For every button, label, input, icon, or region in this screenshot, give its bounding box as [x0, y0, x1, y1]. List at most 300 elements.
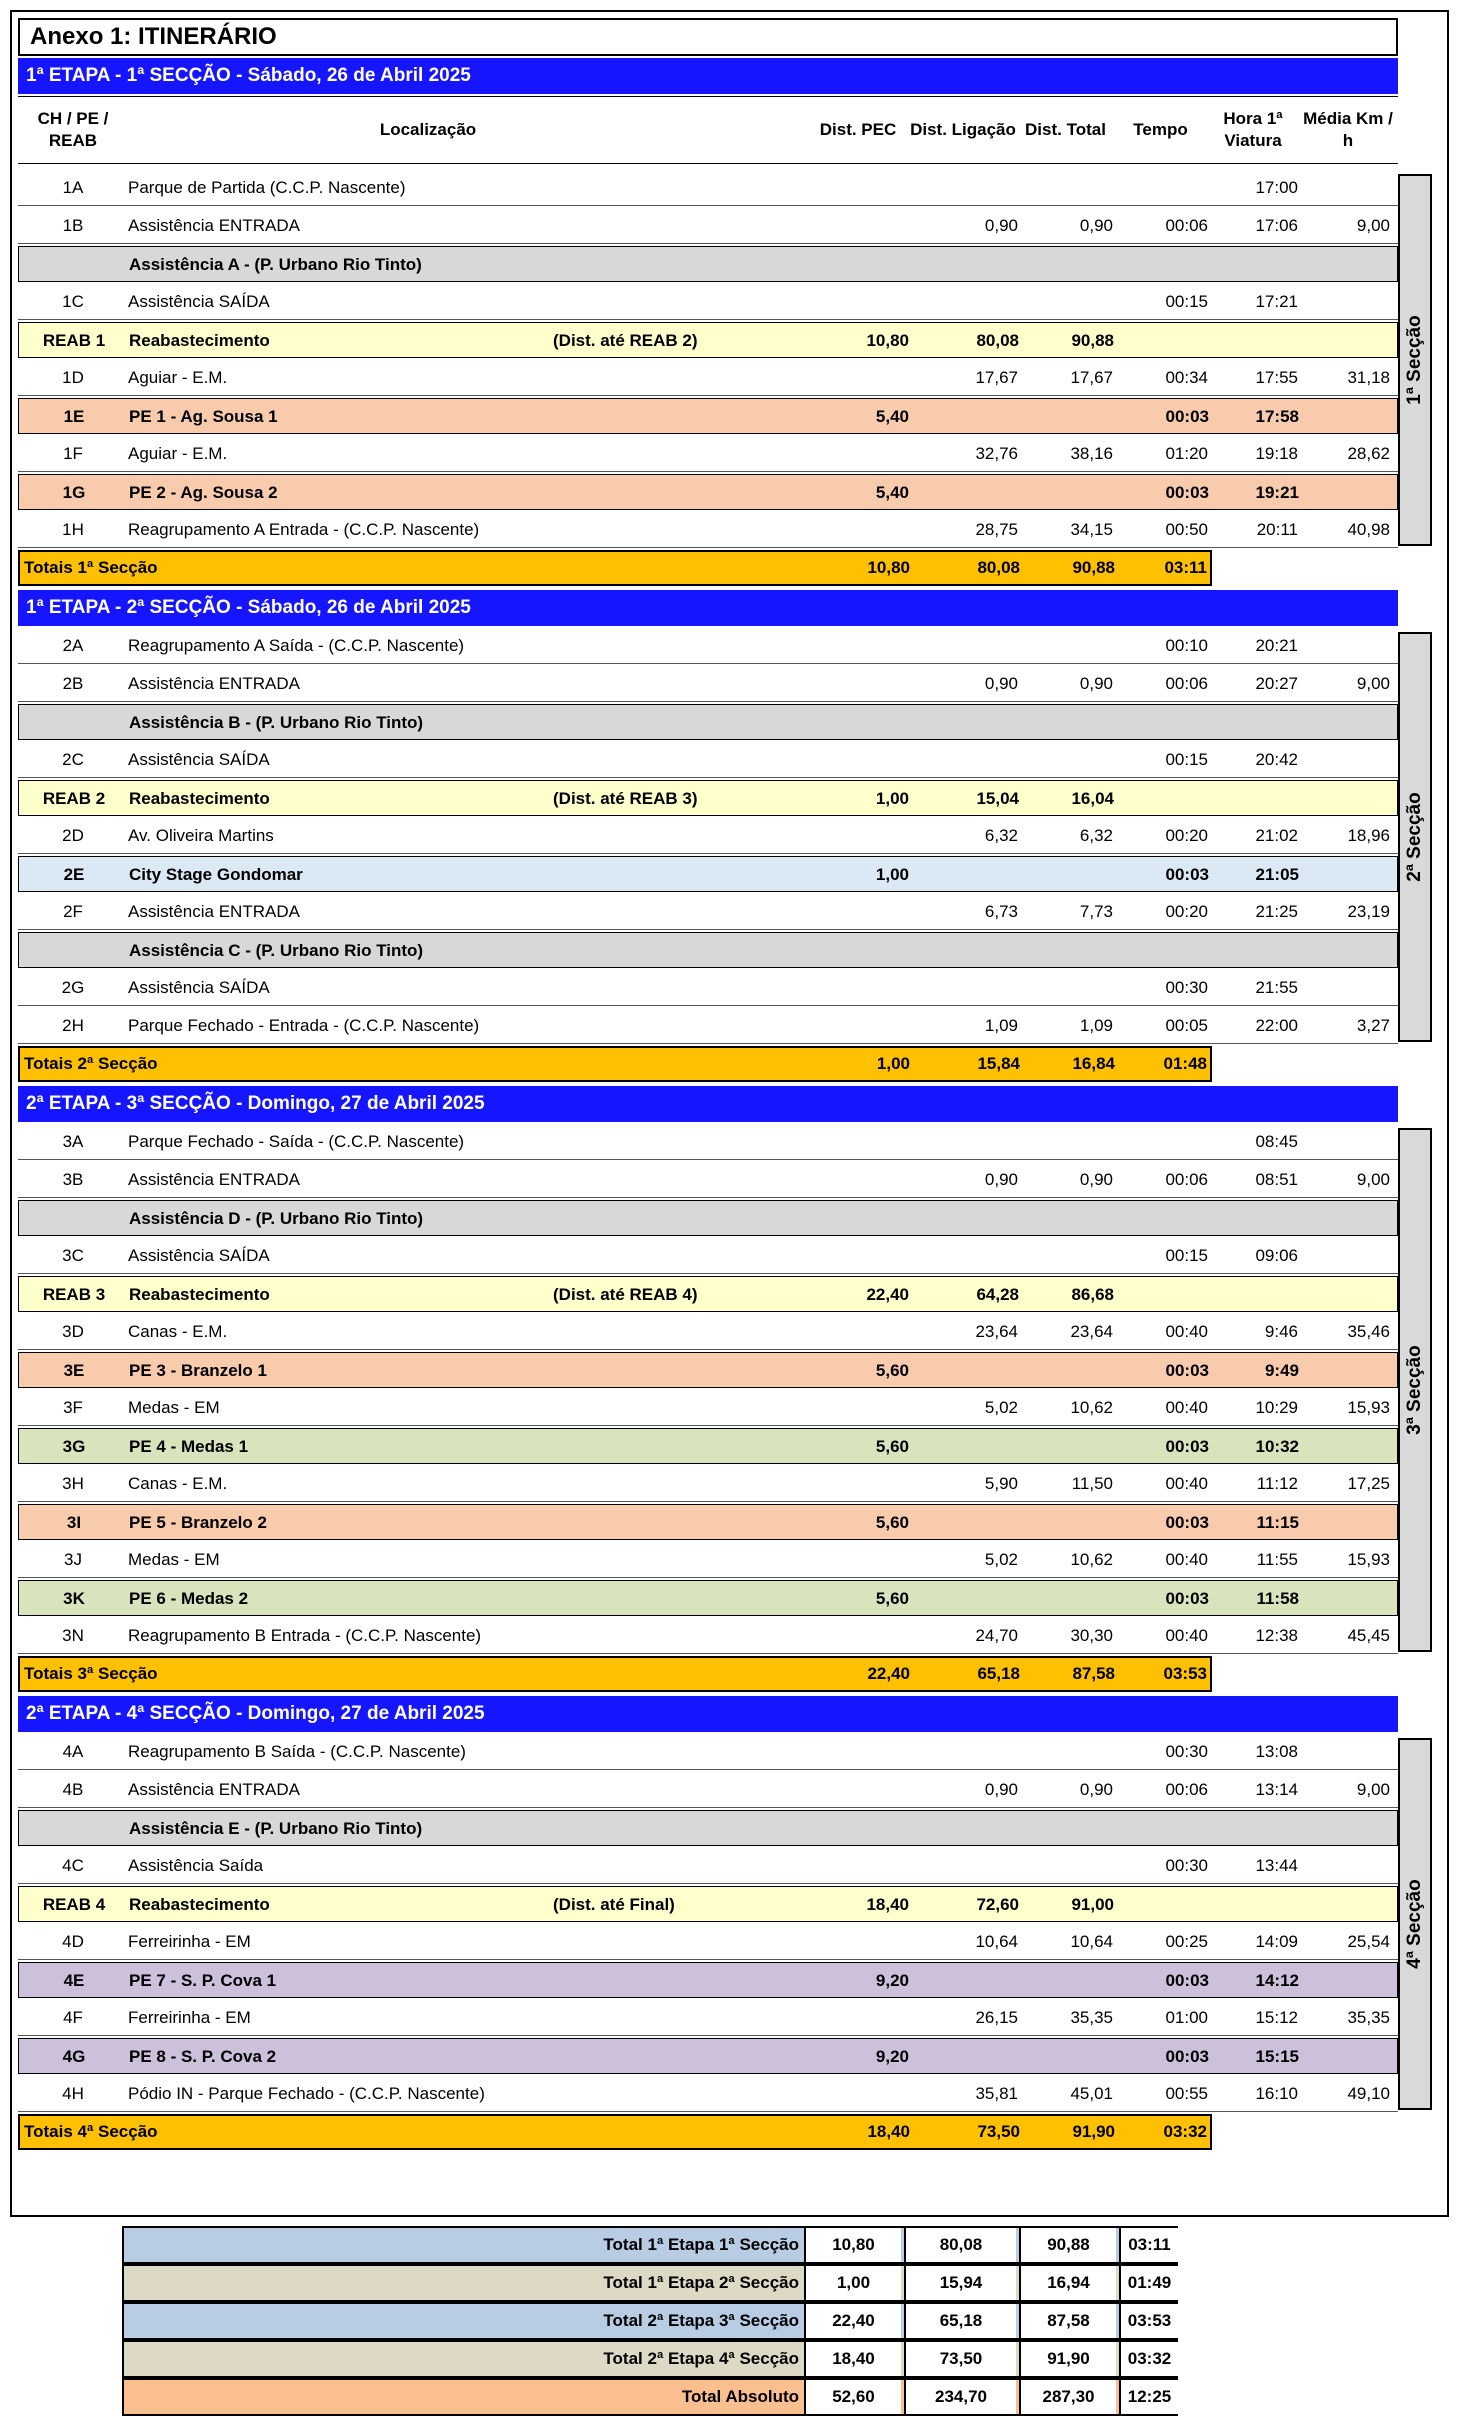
cell-tmp: 00:03 [1165, 407, 1209, 426]
cell-media: 35,46 [1347, 1322, 1390, 1341]
cell-tot: 0,90 [1079, 674, 1113, 693]
cell-loc: Assistência E - (P. Urbano Rio Tinto) [129, 1819, 423, 1838]
cell-ch: 4D [62, 1932, 84, 1951]
totals-tot: 87,58 [1072, 1664, 1115, 1683]
cell-ch: REAB 2 [42, 789, 106, 808]
cell-loc: Aguiar - E.M. [128, 368, 228, 387]
totals-lig: 73,50 [977, 2122, 1020, 2141]
cell-hora: 13:08 [1255, 1742, 1298, 1761]
totals-tmp: 03:11 [1164, 558, 1207, 577]
cell-tot: 0,90 [1079, 1780, 1113, 1799]
table-row [18, 284, 1398, 320]
summary-row [122, 2340, 1178, 2378]
cell-loc: Assistência C - (P. Urbano Rio Tinto) [129, 941, 424, 960]
summary-tmp: 03:32 [1119, 2342, 1178, 2376]
cell-media: 23,19 [1347, 902, 1390, 921]
cell-tot: 35,35 [1070, 2008, 1113, 2027]
cell-loc: Assistência ENTRADA [128, 1170, 300, 1189]
cell-hora: 15:15 [1255, 2047, 1299, 2066]
cell-hora: 17:21 [1255, 292, 1298, 311]
summary-lig: 234,70 [904, 2380, 1016, 2414]
cell-media: 9,00 [1356, 216, 1390, 235]
cell-media: 9,00 [1356, 674, 1390, 693]
cell-tmp: 00:03 [1165, 1361, 1209, 1380]
section-side-text: 4ª Secção [1404, 1879, 1425, 1969]
cell-ch: 3K [63, 1589, 85, 1608]
header-loc: Localização [379, 120, 477, 139]
section-band: 2ª ETAPA - 3ª SECÇÃO - Domingo, 27 de Abril 2025 [18, 1086, 1398, 1122]
cell-loc: PE 7 - S. P. Cova 1 [129, 1971, 277, 1990]
cell-lig: 6,73 [984, 902, 1018, 921]
cell-media: 18,96 [1347, 826, 1390, 845]
cell-media: 9,00 [1356, 1170, 1390, 1189]
table-row [18, 398, 1398, 434]
cell-ch: 3I [66, 1513, 82, 1532]
cell-loc: PE 6 - Medas 2 [129, 1589, 249, 1608]
cell-tmp: 00:40 [1165, 1398, 1208, 1417]
cell-tot: 91,00 [1071, 1895, 1114, 1914]
section-side-label [1398, 1128, 1432, 1652]
cell-ch: 2G [61, 978, 85, 997]
cell-media: 15,93 [1347, 1550, 1390, 1569]
cell-note: (Dist. até REAB 4) [553, 1285, 698, 1304]
summary-lig: 80,08 [904, 2228, 1016, 2262]
summary-tmp: 12:25 [1119, 2380, 1178, 2414]
cell-media: 25,54 [1347, 1932, 1390, 1951]
cell-ch: 4G [62, 2047, 86, 2066]
summary-pec: 22,40 [804, 2304, 901, 2338]
totals-tmp: 03:32 [1163, 2122, 1207, 2141]
cell-tot: 10,62 [1070, 1550, 1113, 1569]
table-row [18, 932, 1398, 968]
summary-label: Total Absoluto [681, 2387, 799, 2406]
cell-loc: Medas - EM [128, 1398, 220, 1417]
table-row [18, 1428, 1398, 1464]
cell-ch: 3C [62, 1246, 84, 1265]
cell-media: 40,98 [1347, 520, 1390, 539]
summary-tot: 90,88 [1019, 2228, 1116, 2262]
table-row [18, 704, 1398, 740]
table-row [18, 1352, 1398, 1388]
cell-tmp: 00:50 [1165, 520, 1208, 539]
cell-pec: 1,00 [875, 789, 909, 808]
cell-note: (Dist. até REAB 2) [553, 331, 698, 350]
section-totals [18, 1046, 1212, 1082]
cell-hora: 20:11 [1256, 520, 1298, 539]
header-ch: CH / PE / REAB [37, 109, 109, 150]
cell-tmp: 00:03 [1165, 1513, 1209, 1532]
cell-tmp: 00:20 [1165, 902, 1208, 921]
cell-loc: Assistência ENTRADA [128, 902, 300, 921]
cell-hora: 17:06 [1255, 216, 1298, 235]
cell-loc: PE 1 - Ag. Sousa 1 [129, 407, 278, 426]
table-row [18, 1008, 1398, 1044]
cell-lig: 64,28 [976, 1285, 1019, 1304]
cell-lig: 0,90 [984, 216, 1018, 235]
table-row [18, 1466, 1398, 1502]
cell-ch: 1D [62, 368, 84, 387]
cell-ch: 1B [62, 216, 84, 235]
cell-ch: 2C [62, 750, 84, 769]
table-row [18, 360, 1398, 396]
cell-tot: 0,90 [1079, 216, 1113, 235]
cell-tmp: 00:30 [1165, 978, 1208, 997]
cell-tot: 30,30 [1070, 1626, 1113, 1645]
summary-lig: 15,94 [904, 2266, 1016, 2300]
section-totals [18, 1656, 1212, 1692]
header-lig: Dist. Ligação [910, 120, 1016, 139]
cell-ch: 3N [62, 1626, 84, 1645]
cell-lig: 0,90 [984, 674, 1018, 693]
cell-ch: 4C [62, 1856, 84, 1875]
cell-ch: 1F [63, 444, 83, 463]
cell-loc: Assistência D - (P. Urbano Rio Tinto) [129, 1209, 424, 1228]
cell-pec: 5,60 [875, 1437, 909, 1456]
cell-hora: 20:42 [1255, 750, 1298, 769]
cell-tot: 34,15 [1070, 520, 1113, 539]
table-row [18, 1238, 1398, 1274]
table-row [18, 170, 1398, 206]
totals-label: Totais 4ª Secção [24, 2122, 158, 2141]
cell-tmp: 00:03 [1165, 865, 1209, 884]
cell-tot: 45,01 [1070, 2084, 1113, 2103]
cell-hora: 11:55 [1256, 1550, 1298, 1569]
cell-loc: PE 3 - Branzelo 1 [129, 1361, 267, 1380]
summary-pec: 10,80 [804, 2228, 901, 2262]
totals-pec: 22,40 [867, 1664, 910, 1683]
cell-media: 3,27 [1356, 1016, 1390, 1035]
cell-loc: Assistência ENTRADA [128, 674, 300, 693]
cell-hora: 14:12 [1255, 1971, 1299, 1990]
cell-media: 31,18 [1347, 368, 1390, 387]
cell-tmp: 00:05 [1165, 1016, 1208, 1035]
cell-tmp: 00:03 [1165, 1437, 1209, 1456]
cell-tot: 16,04 [1071, 789, 1114, 808]
column-header [18, 96, 1398, 164]
cell-loc: Medas - EM [128, 1550, 220, 1569]
table-row [18, 1276, 1398, 1312]
summary-lig: 65,18 [904, 2304, 1016, 2338]
cell-hora: 21:55 [1255, 978, 1298, 997]
totals-lig: 65,18 [977, 1664, 1020, 1683]
cell-tmp: 00:03 [1165, 1589, 1209, 1608]
cell-lig: 35,81 [975, 2084, 1018, 2103]
summary-row [122, 2264, 1178, 2302]
cell-hora: 13:14 [1255, 1780, 1298, 1799]
cell-tmp: 00:06 [1165, 216, 1208, 235]
cell-tmp: 00:15 [1165, 292, 1208, 311]
cell-hora: 10:29 [1255, 1398, 1298, 1417]
cell-loc: Parque de Partida (C.C.P. Nascente) [128, 178, 406, 197]
header-tmp: Tempo [1133, 120, 1188, 139]
totals-tmp: 03:53 [1163, 1664, 1207, 1683]
summary-label: Total 2ª Etapa 3ª Secção [603, 2311, 799, 2330]
cell-loc: Assistência B - (P. Urbano Rio Tinto) [129, 713, 424, 732]
cell-tot: 1,09 [1079, 1016, 1113, 1035]
cell-lig: 72,60 [976, 1895, 1019, 1914]
table-row [18, 856, 1398, 892]
section-side-text: 2ª Secção [1404, 792, 1425, 882]
cell-hora: 19:18 [1255, 444, 1298, 463]
cell-ch: 3J [64, 1550, 82, 1569]
cell-hora: 22:00 [1255, 1016, 1298, 1035]
table-row [18, 742, 1398, 778]
cell-ch: 1A [62, 178, 84, 197]
cell-ch: 4B [62, 1780, 84, 1799]
cell-loc: Canas - E.M. [128, 1322, 228, 1341]
cell-tmp: 00:03 [1165, 2047, 1209, 2066]
table-row [18, 1580, 1398, 1616]
cell-lig: 5,90 [984, 1474, 1018, 1493]
cell-media: 45,45 [1347, 1626, 1390, 1645]
cell-loc: Reagrupamento B Saída - (C.C.P. Nascente) [128, 1742, 466, 1761]
cell-media: 49,10 [1347, 2084, 1390, 2103]
totals-pec: 18,40 [867, 2122, 910, 2141]
cell-pec: 1,00 [875, 865, 909, 884]
table-row [18, 1618, 1398, 1654]
cell-ch: 4F [63, 2008, 83, 2027]
cell-pec: 5,40 [875, 483, 909, 502]
cell-loc: Assistência Saída [128, 1856, 264, 1875]
summary-label: Total 2ª Etapa 4ª Secção [603, 2349, 799, 2368]
table-row [18, 894, 1398, 930]
cell-loc: Reagrupamento B Entrada - (C.C.P. Nascente) [128, 1626, 482, 1645]
cell-loc: PE 5 - Branzelo 2 [129, 1513, 267, 1532]
summary-label: Total 1ª Etapa 2ª Secção [603, 2273, 799, 2292]
cell-loc: Parque Fechado - Entrada - (C.C.P. Nascente) [128, 1016, 480, 1035]
cell-loc: Aguiar - E.M. [128, 444, 228, 463]
table-row [18, 1848, 1398, 1884]
totals-pec: 10,80 [867, 558, 910, 577]
cell-lig: 17,67 [975, 368, 1018, 387]
cell-loc: Assistência ENTRADA [128, 1780, 300, 1799]
cell-loc: Av. Oliveira Martins [128, 826, 274, 845]
table-row [18, 322, 1398, 358]
cell-lig: 6,32 [984, 826, 1018, 845]
cell-tmp: 00:40 [1165, 1474, 1208, 1493]
cell-loc: City Stage Gondomar [129, 865, 303, 884]
cell-tot: 11,50 [1071, 1474, 1113, 1493]
cell-loc: Assistência SAÍDA [128, 292, 270, 311]
cell-tmp: 00:06 [1165, 674, 1208, 693]
cell-ch: 1H [62, 520, 84, 539]
cell-tmp: 00:03 [1165, 483, 1209, 502]
cell-tmp: 00:40 [1165, 1550, 1208, 1569]
cell-hora: 11:12 [1256, 1474, 1298, 1493]
page-title: Anexo 1: ITINERÁRIO [18, 18, 1398, 56]
table-row [18, 246, 1398, 282]
header-pec: Dist. PEC [819, 120, 897, 139]
cell-hora: 17:00 [1255, 178, 1298, 197]
cell-ch: 1G [62, 483, 86, 502]
cell-hora: 13:44 [1255, 1856, 1298, 1875]
cell-loc: PE 8 - S. P. Cova 2 [129, 2047, 277, 2066]
cell-hora: 10:32 [1255, 1437, 1299, 1456]
summary-pec: 18,40 [804, 2342, 901, 2376]
cell-media: 9,00 [1356, 1780, 1390, 1799]
section-band: 1ª ETAPA - 2ª SECÇÃO - Sábado, 26 de Abril 2025 [18, 590, 1398, 626]
cell-hora: 09:06 [1255, 1246, 1298, 1265]
cell-hora: 19:21 [1255, 483, 1299, 502]
cell-lig: 5,02 [984, 1398, 1018, 1417]
cell-tmp: 00:40 [1165, 1322, 1208, 1341]
cell-lig: 80,08 [976, 331, 1019, 350]
cell-pec: 5,40 [875, 407, 909, 426]
table-row [18, 1962, 1398, 1998]
section-side-text: 3ª Secção [1404, 1345, 1425, 1435]
totals-label: Totais 2ª Secção [24, 1054, 158, 1073]
cell-ch: 3H [62, 1474, 84, 1493]
summary-label: Total 1ª Etapa 1ª Secção [603, 2235, 799, 2254]
cell-loc: Parque Fechado - Saída - (C.C.P. Nascente) [128, 1132, 465, 1151]
cell-ch: 2H [62, 1016, 84, 1035]
cell-loc: Reabastecimento [129, 789, 270, 808]
cell-pec: 22,40 [866, 1285, 909, 1304]
table-row [18, 628, 1398, 664]
table-row [18, 666, 1398, 702]
cell-hora: 11:58 [1256, 1589, 1299, 1608]
cell-tmp: 00:40 [1165, 1626, 1208, 1645]
cell-note: (Dist. até REAB 3) [553, 789, 698, 808]
cell-lig: 32,76 [975, 444, 1018, 463]
cell-tmp: 00:15 [1165, 750, 1208, 769]
summary-tot: 91,90 [1019, 2342, 1116, 2376]
cell-tot: 10,62 [1070, 1398, 1113, 1417]
summary-row [122, 2378, 1178, 2416]
header-media: Média Km / h [1303, 109, 1393, 150]
cell-lig: 0,90 [984, 1780, 1018, 1799]
table-row [18, 780, 1398, 816]
cell-loc: Reagrupamento A Saída - (C.C.P. Nascente) [128, 636, 465, 655]
cell-ch: 2E [63, 865, 85, 884]
cell-ch: 4E [63, 1971, 85, 1990]
cell-loc: Reabastecimento [129, 1895, 270, 1914]
table-row [18, 1314, 1398, 1350]
cell-hora: 20:27 [1255, 674, 1298, 693]
cell-ch: 2D [62, 826, 84, 845]
cell-loc: Assistência SAÍDA [128, 1246, 270, 1265]
header-hora: Hora 1ª Viatura [1223, 109, 1283, 150]
cell-hora: 16:10 [1255, 2084, 1298, 2103]
summary-tmp: 03:53 [1119, 2304, 1178, 2338]
cell-tmp: 00:06 [1165, 1780, 1208, 1799]
cell-tmp: 00:30 [1165, 1856, 1208, 1875]
cell-loc: Ferreirinha - EM [128, 1932, 251, 1951]
cell-tmp: 01:20 [1165, 444, 1208, 463]
cell-hora: 17:58 [1255, 407, 1299, 426]
cell-hora: 21:25 [1255, 902, 1298, 921]
cell-tmp: 01:00 [1165, 2008, 1208, 2027]
cell-loc: Reagrupamento A Entrada - (C.C.P. Nascente) [128, 520, 480, 539]
cell-hora: 17:55 [1255, 368, 1298, 387]
cell-tot: 0,90 [1079, 1170, 1113, 1189]
cell-ch: 1E [63, 407, 85, 426]
cell-pec: 18,40 [866, 1895, 909, 1914]
cell-loc: Assistência ENTRADA [128, 216, 300, 235]
cell-ch: 3F [63, 1398, 83, 1417]
cell-media: 15,93 [1347, 1398, 1390, 1417]
summary-row [122, 2226, 1178, 2264]
cell-tot: 23,64 [1070, 1322, 1113, 1341]
table-row [18, 818, 1398, 854]
cell-tot: 17,67 [1070, 368, 1113, 387]
cell-pec: 5,60 [875, 1361, 909, 1380]
summary-lig: 73,50 [904, 2342, 1016, 2376]
table-row [18, 1734, 1398, 1770]
cell-lig: 15,04 [976, 789, 1019, 808]
table-row [18, 1390, 1398, 1426]
cell-tmp: 00:34 [1165, 368, 1208, 387]
cell-hora: 21:02 [1255, 826, 1298, 845]
cell-loc: Ferreirinha - EM [128, 2008, 251, 2027]
cell-tot: 7,73 [1079, 902, 1113, 921]
cell-media: 35,35 [1347, 2008, 1390, 2027]
totals-label: Totais 3ª Secção [24, 1664, 158, 1683]
cell-loc: Canas - E.M. [128, 1474, 228, 1493]
table-row [18, 208, 1398, 244]
cell-tmp: 00:06 [1165, 1170, 1208, 1189]
cell-tot: 86,68 [1071, 1285, 1114, 1304]
cell-media: 28,62 [1347, 444, 1390, 463]
cell-tmp: 00:25 [1165, 1932, 1208, 1951]
summary-tot: 16,94 [1019, 2266, 1116, 2300]
table-row [18, 2038, 1398, 2074]
summary-pec: 1,00 [804, 2266, 901, 2300]
cell-pec: 5,60 [875, 1589, 909, 1608]
cell-ch: 3B [62, 1170, 84, 1189]
cell-ch: 3A [62, 1132, 84, 1151]
summary-tmp: 01:49 [1119, 2266, 1178, 2300]
cell-ch: 3E [63, 1361, 85, 1380]
cell-note: (Dist. até Final) [553, 1895, 675, 1914]
cell-loc: PE 2 - Ag. Sousa 2 [129, 483, 278, 502]
cell-lig: 23,64 [975, 1322, 1018, 1341]
cell-lig: 0,90 [984, 1170, 1018, 1189]
cell-ch: 1C [62, 292, 84, 311]
table-row [18, 1886, 1398, 1922]
cell-ch: 2B [62, 674, 84, 693]
table-row [18, 512, 1398, 548]
cell-media: 17,25 [1347, 1474, 1390, 1493]
cell-loc: Reabastecimento [129, 331, 270, 350]
totals-tmp: 01:48 [1163, 1054, 1207, 1073]
cell-tmp: 00:15 [1165, 1246, 1208, 1265]
totals-tot: 90,88 [1072, 558, 1115, 577]
cell-loc: Assistência SAÍDA [128, 750, 270, 769]
section-band: 2ª ETAPA - 4ª SECÇÃO - Domingo, 27 de Abril 2025 [18, 1696, 1398, 1732]
cell-ch: 4A [62, 1742, 84, 1761]
cell-tot: 38,16 [1070, 444, 1113, 463]
cell-ch: REAB 3 [42, 1285, 106, 1304]
table-row [18, 1200, 1398, 1236]
cell-loc: Reabastecimento [129, 1285, 270, 1304]
cell-lig: 5,02 [984, 1550, 1018, 1569]
totals-pec: 1,00 [876, 1054, 910, 1073]
cell-loc: PE 4 - Medas 1 [129, 1437, 249, 1456]
cell-ch: 3D [62, 1322, 84, 1341]
section-band: 1ª ETAPA - 1ª SECÇÃO - Sábado, 26 de Abril 2025 [18, 58, 1398, 94]
summary-tot: 287,30 [1019, 2380, 1116, 2414]
table-row [18, 1162, 1398, 1198]
table-row [18, 1542, 1398, 1578]
summary-row [122, 2302, 1178, 2340]
cell-loc: Assistência SAÍDA [128, 978, 270, 997]
cell-ch: REAB 1 [42, 331, 106, 350]
summary-tot: 87,58 [1019, 2304, 1116, 2338]
cell-pec: 9,20 [875, 1971, 909, 1990]
cell-tmp: 00:20 [1165, 826, 1208, 845]
totals-tot: 16,84 [1072, 1054, 1115, 1073]
